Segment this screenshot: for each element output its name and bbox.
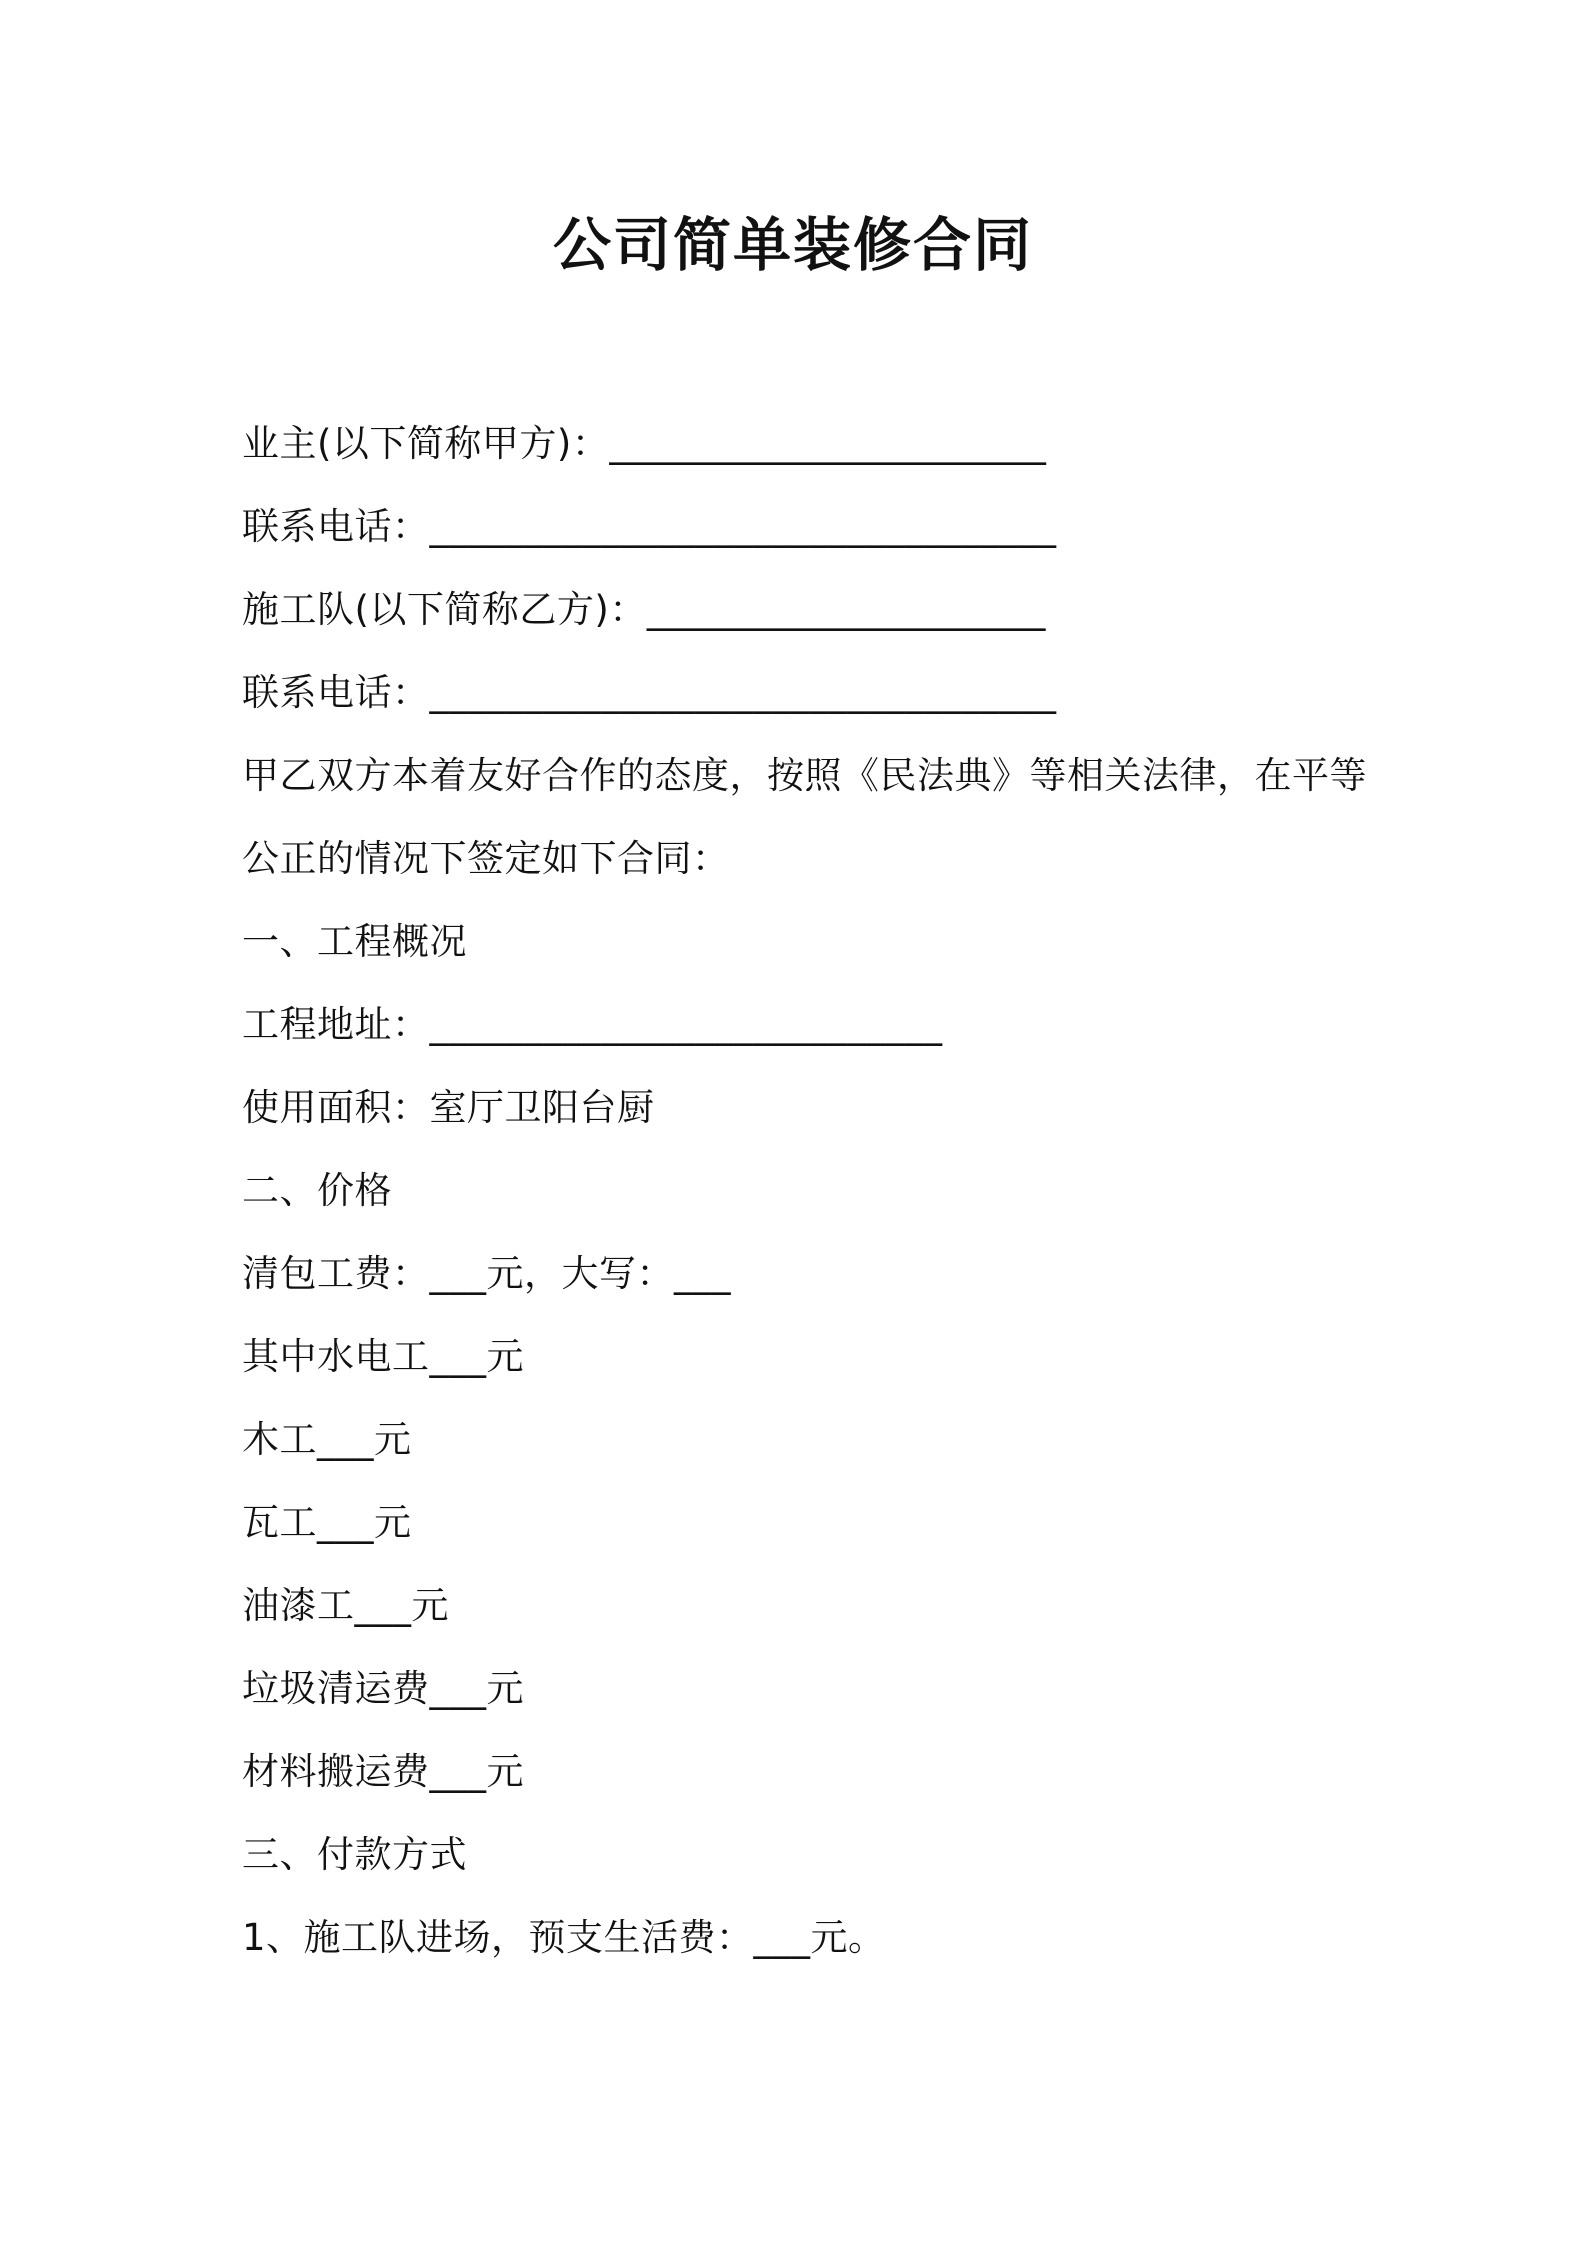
plumbing-electric-fee-line: 其中水电工___元 — [242, 1335, 524, 1378]
carpentry-fee-line: 木工___元 — [242, 1418, 412, 1461]
section-heading-price: 二、价格 — [242, 1169, 392, 1212]
contract-body — [242, 402, 1392, 1979]
material-transport-fee-line: 材料搬运费___元 — [242, 1750, 524, 1793]
party-a-line: 业主(以下简称甲方)：_______________________ — [242, 422, 1047, 465]
payment-clause-1: 1、施工队进场，预支生活费：___元。 — [242, 1916, 886, 1959]
masonry-fee-line: 瓦工___元 — [242, 1501, 412, 1544]
preamble-line-2: 公正的情况下签定如下合同： — [242, 837, 730, 880]
preamble-line-1: 甲乙双方本着友好合作的态度，按照《民法典》等相关法律，在平等 — [242, 754, 1367, 797]
labor-fee-line: 清包工费：___元，大写：___ — [242, 1252, 731, 1295]
project-address-line: 工程地址：___________________________ — [242, 1003, 943, 1046]
waste-removal-fee-line: 垃圾清运费___元 — [242, 1667, 524, 1710]
document-title: 公司简单装修合同 — [552, 211, 1033, 279]
party-b-line: 施工队(以下简称乙方)：_____________________ — [242, 588, 1046, 631]
party-b-phone-line: 联系电话：_________________________________ — [242, 671, 1057, 714]
party-a-phone-line: 联系电话：_________________________________ — [242, 505, 1057, 548]
usable-area-line: 使用面积：室厅卫阳台厨 — [242, 1086, 655, 1129]
section-heading-overview: 一、工程概况 — [242, 920, 467, 963]
painting-fee-line: 油漆工___元 — [242, 1584, 449, 1627]
section-heading-payment: 三、付款方式 — [242, 1833, 467, 1876]
